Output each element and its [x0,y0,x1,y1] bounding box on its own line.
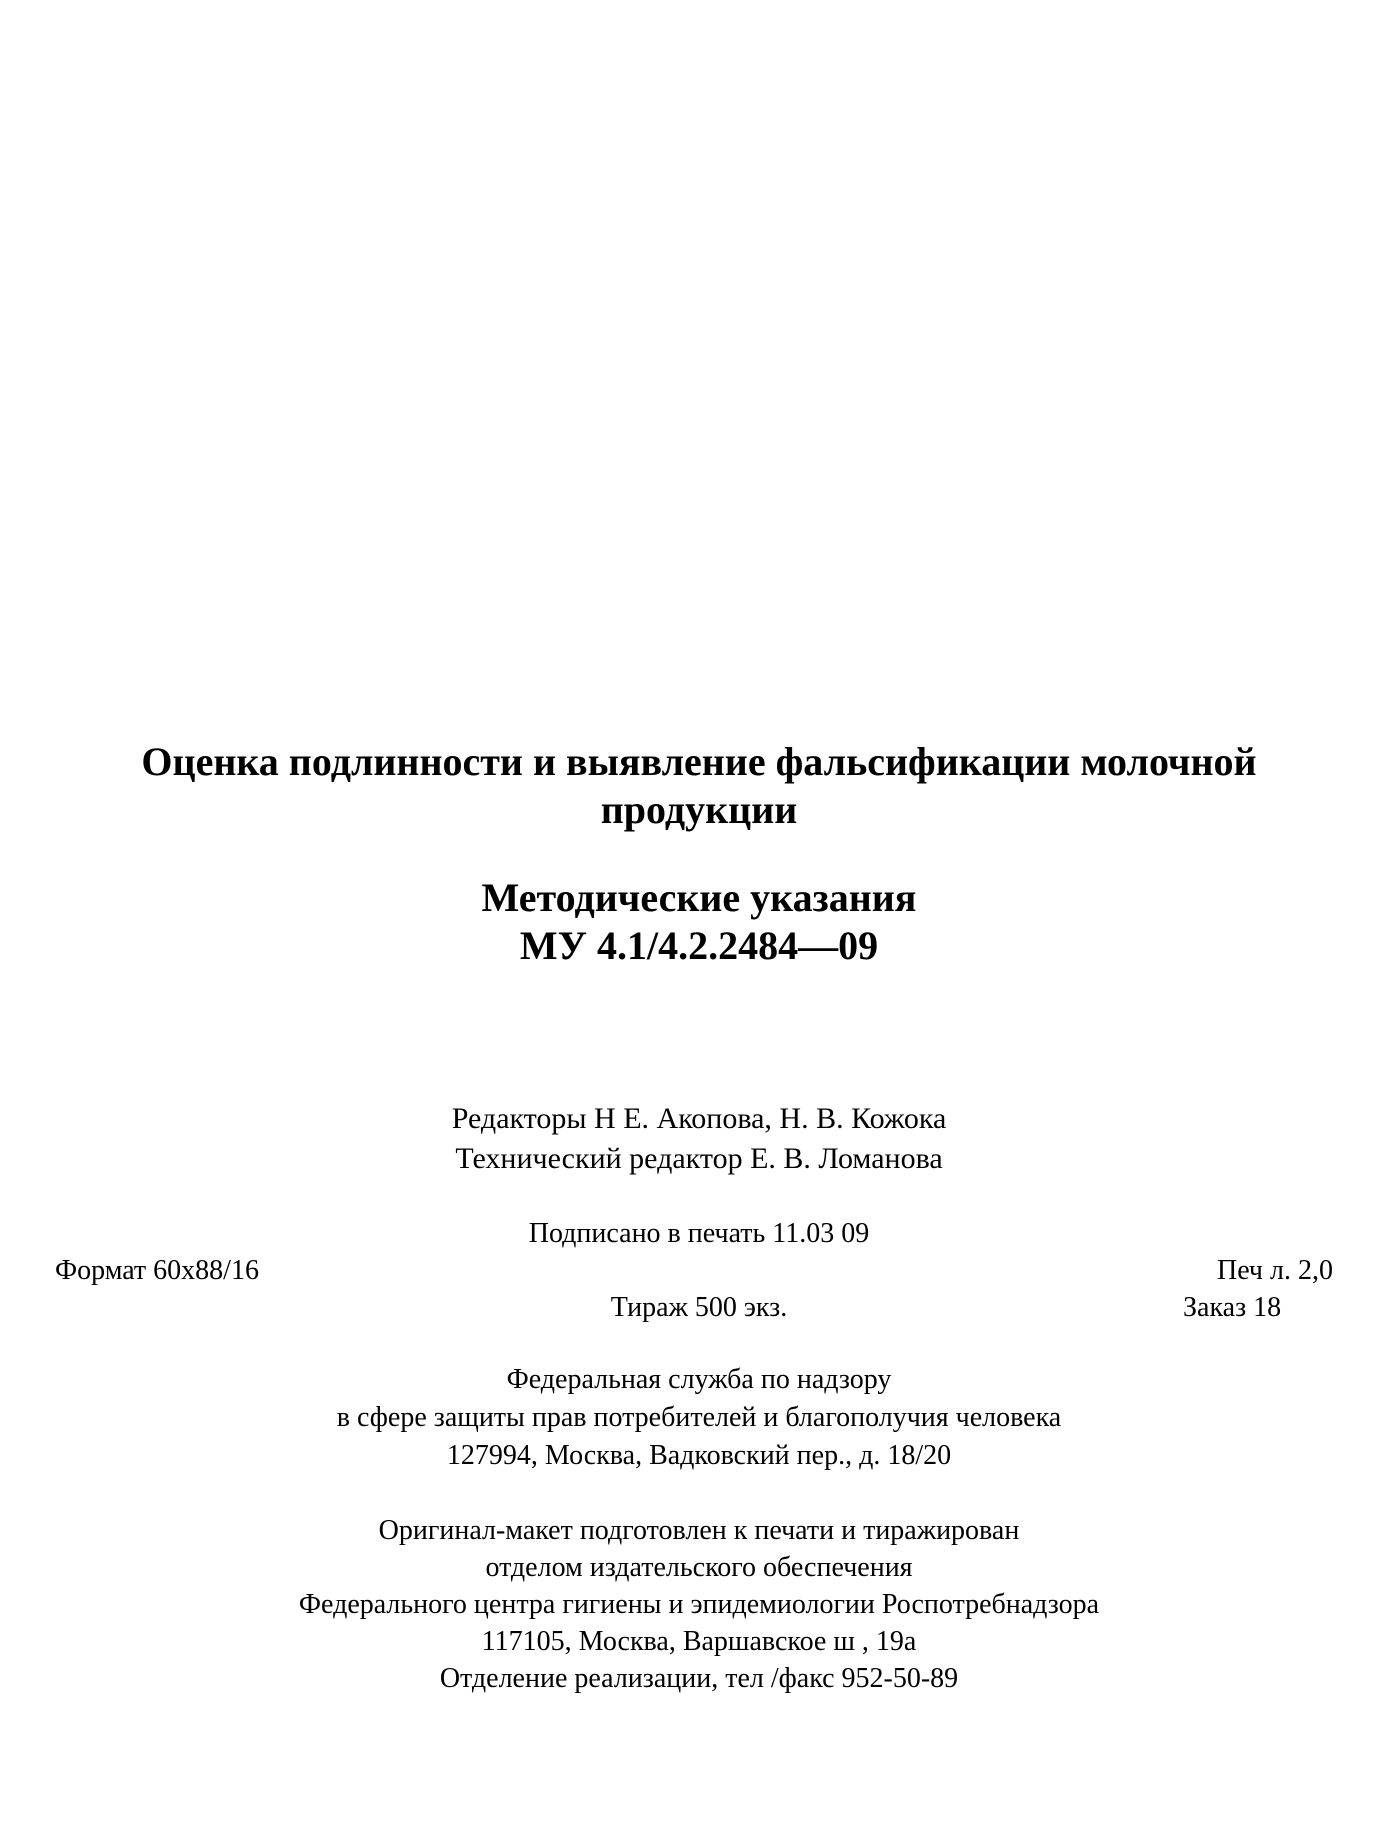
printer-address: 117105, Москва, Варшавское ш , 19а [481,1626,917,1657]
document-title-line-2: продукции [600,787,798,832]
order-number: Заказ 18 [1183,1292,1282,1323]
printer-line-3: Федерального центра гигиены и эпидемиологии Роспотребнадзора [298,1589,1100,1620]
printer-line-2: отделом издательского обеспечения [485,1552,913,1583]
document-code: МУ 4.1/4.2.2484—09 [519,923,879,968]
editors: Редакторы Н Е. Акопова, Н. В. Кожока [451,1102,947,1135]
publisher-address: 127994, Москва, Вадковский пер., д. 18/20 [446,1440,952,1471]
technical-editor: Технический редактор Е. В. Ломанова [455,1142,943,1175]
signed-to-print: Подписано в печать 11.03 09 [528,1218,870,1249]
document-title-line-1: Оценка подлинности и выявление фальсификации молочной [141,739,1257,784]
circulation: Тираж 500 экз. [610,1292,788,1323]
paper-format: Формат 60x88/16 [55,1255,259,1286]
publisher-line-1: Федеральная служба по надзору [506,1364,892,1395]
publisher-line-2: в сфере защиты прав потребителей и благополучия человека [336,1402,1062,1433]
document-type: Методические указания [481,875,917,920]
sales-department-phone: Отделение реализации, тел /факс 952-50-89 [439,1663,959,1694]
printer-line-1: Оригинал-макет подготовлен к печати и тиражирован [378,1515,1020,1546]
printed-sheets: Печ л. 2,0 [1216,1255,1333,1286]
